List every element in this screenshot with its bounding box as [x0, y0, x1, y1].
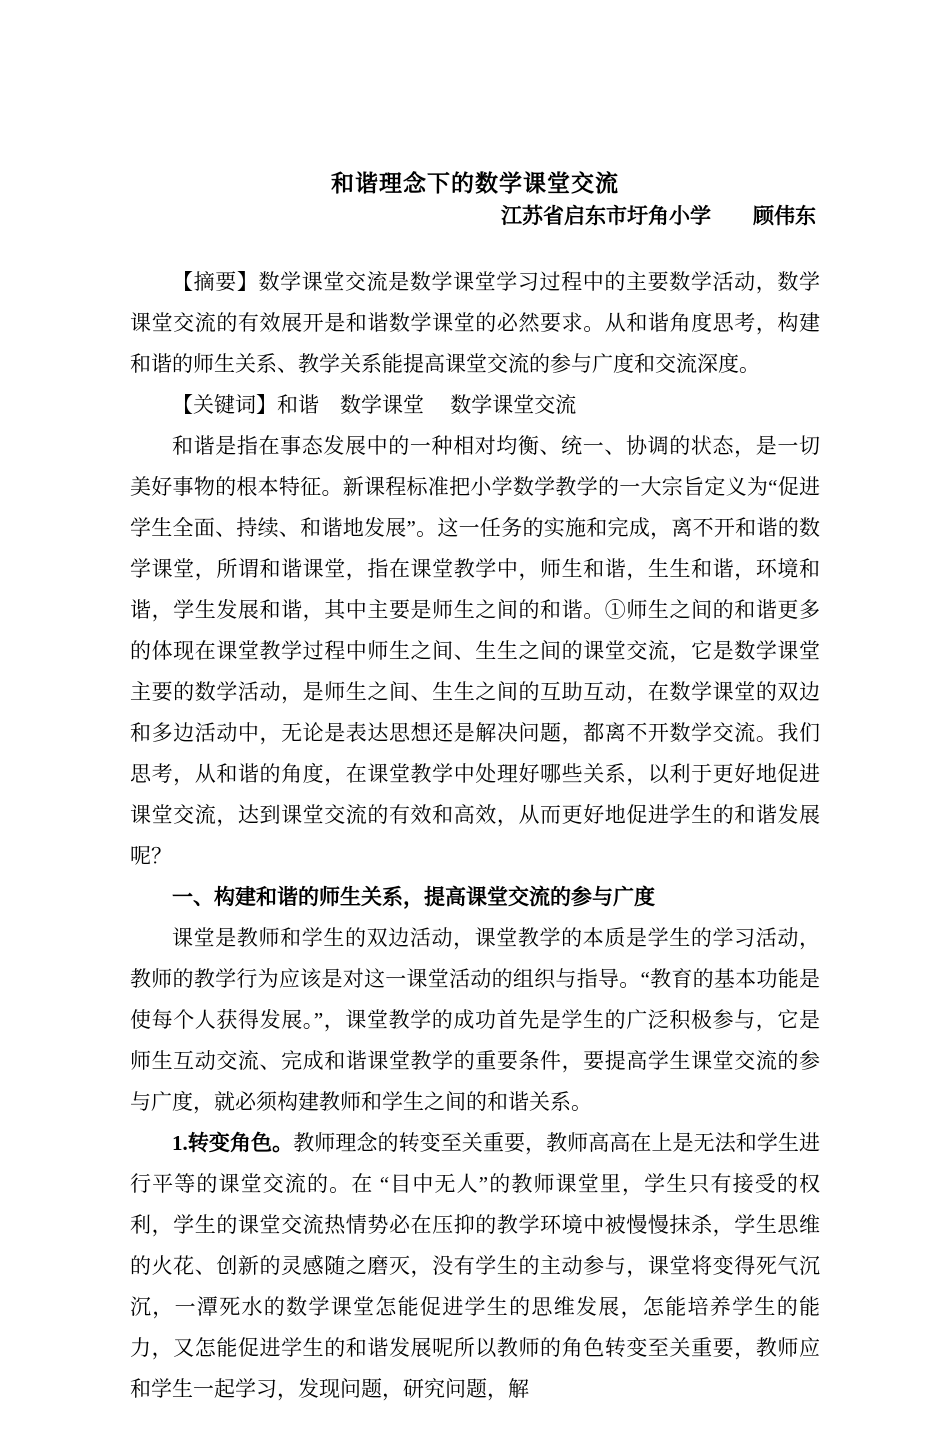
document-body: [130, 262, 820, 1410]
role-change-lead: 1.转变角色。: [172, 1131, 294, 1155]
keywords-text: 和谐 数学课堂 数学课堂交流: [277, 393, 577, 417]
keywords-label: 【关键词】: [172, 393, 277, 417]
section-heading-1: 一、构建和谐的师生关系，提高课堂交流的参与广度: [172, 885, 655, 909]
abstract-text: 数学课堂交流是数学课堂学习过程中的主要数学活动，数学课堂交流的有效展开是和谐数学课堂的必然要求。从和谐角度思考，构建和谐的师生关系、教学关系能提高课堂交流的参与广度和交流深度。: [130, 270, 820, 376]
document-title: 和谐理念下的数学课堂交流: [331, 171, 619, 196]
role-change-text: 教师理念的转变至关重要，教师高高在上是无法和学生进行平等的课堂交流的。在 “目中无人”的教师课堂里，学生只有接受的权利，学生的课堂交流热情势必在压抑的教学环境中被慢慢抹杀，学生思维的火花、创新的灵感随之磨灭，没有学生的主动参与，课堂将变得死气沉沉，一潭死水的数学课堂怎能促进学生的思维发展，怎能培养学生的能力，又怎能促进学生的和谐发展呢所以教师的角色转变至关重要，教师应和学生一起学习，发现问题，研究问题，解: [130, 1131, 821, 1401]
abstract-paragraph: [130, 262, 820, 385]
keywords-paragraph: [130, 385, 820, 426]
paragraph-role-change: [130, 1123, 820, 1410]
author-line: 江苏省启东市圩角小学 顾伟东: [501, 204, 816, 228]
intro-paragraph: 和谐是指在事态发展中的一种相对均衡、统一、协调的状态，是一切美好事物的根本特征。新课程标准把小学数学教学的一大宗旨定义为“促进学生全面、持续、和谐地发展”。这一任务的实施和完成，离不开和谐的数学课堂，所谓和谐课堂，指在课堂教学中，师生和谐，生生和谐，环境和谐，学生发展和谐，其中主要是师生之间的和谐。①师生之间的和谐更多的体现在课堂教学过程中师生之间、生生之间的课堂交流，它是数学课堂主要的数学活动，是师生之间、生生之间的互助互动，在数学课堂的双边和多边活动中，无论是表达思想还是解决问题，都离不开数学交流。我们思考，从和谐的角度，在课堂教学中处理好哪些关系，以利于更好地促进课堂交流，达到课堂交流的有效和高效，从而更好地促进学生的和谐发展呢？: [130, 434, 820, 868]
paragraph-teacher-student: 课堂是教师和学生的双边活动，课堂教学的本质是学生的学习活动，教师的教学行为应该是对这一课堂活动的组织与指导。“教育的基本功能是使每个人获得发展。”，课堂教学的成功首先是学生的广泛积极参与，它是师生互动交流、完成和谐课堂教学的重要条件，要提高学生课堂交流的参与广度，就必须构建教师和学生之间的和谐关系。: [130, 926, 820, 1114]
abstract-label: 【摘要】: [172, 270, 259, 294]
